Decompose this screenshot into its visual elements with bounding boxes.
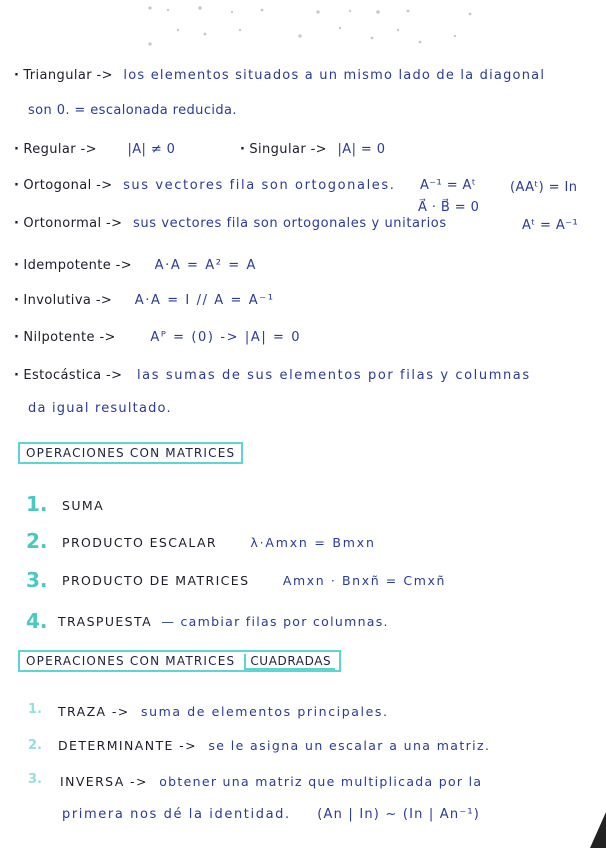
bullet-icon: · (14, 142, 20, 157)
bleed-through-marks (0, 0, 606, 60)
formula-ortogonal (420, 178, 476, 194)
def-text: Aᴾ = (0) -> |A| = 0 (150, 330, 302, 345)
def-text: sus vectores fila son ortogonales y unitarios (133, 216, 447, 231)
op-label: SUMA (62, 498, 105, 513)
formula: A⁻¹ = Aᵗ (420, 178, 477, 193)
formula: (AAᵗ) = In (510, 180, 578, 195)
item-number: 2. (28, 738, 42, 753)
def-text: |A| = 0 (337, 142, 386, 157)
op-detail: obtener una matriz que multiplicada por la (159, 774, 483, 789)
formula-vectors (418, 200, 479, 216)
def-triangular-cont (28, 103, 237, 119)
formula: A⃗ · B⃗ = 0 (418, 200, 480, 215)
op-detail: λ·Amxn = Bmxn (250, 535, 376, 550)
def-term: Involutiva -> (23, 293, 113, 308)
bullet-icon: · (14, 178, 20, 193)
op-label: TRASPUESTA (58, 614, 153, 629)
def-estocastica (14, 368, 531, 384)
op-detail: suma de elementos principales. (141, 704, 389, 719)
op-formula: (An | In) ~ (In | An⁻¹) (317, 807, 481, 822)
def-term: Idempotente -> (23, 258, 133, 273)
def-term: Regular -> (23, 142, 97, 157)
def-regular (14, 142, 175, 158)
section-title: OPERACIONES CON MATRICES (26, 654, 236, 668)
def-estocastica-cont (28, 401, 172, 417)
op-inversa-cont (62, 807, 480, 823)
formula: Aᵗ = A⁻¹ (522, 218, 579, 233)
def-text: los elementos situados a un mismo lado de la diagonal (123, 68, 546, 83)
bullet-icon: · (14, 216, 20, 231)
def-ortogonal (14, 178, 396, 194)
def-term: Ortonormal -> (23, 216, 123, 231)
item-number: 1. (28, 702, 42, 717)
section-title-suffix: CUADRADAS (244, 654, 335, 670)
item-number: 2. (26, 529, 48, 553)
def-ortonormal (14, 216, 447, 232)
bullet-icon: · (14, 68, 20, 83)
op-detail: — cambiar filas por columnas. (161, 614, 389, 629)
op-label: TRAZA -> (58, 704, 130, 719)
def-text: sus vectores fila son ortogonales. (123, 178, 396, 193)
item-number: 1. (26, 492, 48, 516)
def-term: Nilpotente -> (23, 330, 116, 345)
def-text: A·A = A² = A (154, 258, 258, 273)
op-label: PRODUCTO DE MATRICES (62, 573, 250, 588)
def-term: Triangular -> (23, 68, 113, 83)
def-text: da igual resultado. (28, 401, 172, 416)
op-label: DETERMINANTE -> (58, 738, 197, 753)
op-inversa (60, 774, 482, 790)
def-nilpotente (14, 330, 301, 346)
formula-ortogonal-2 (510, 180, 577, 196)
op-label: PRODUCTO ESCALAR (62, 535, 218, 550)
formula-ortonormal (522, 218, 578, 234)
bullet-icon: · (14, 293, 20, 308)
def-text: las sumas de sus elementos por filas y columnas (136, 368, 531, 383)
op-traspuesta (58, 614, 389, 630)
op-producto-matrices (62, 573, 446, 589)
op-detail: se le asigna un escalar a una matriz. (208, 738, 491, 753)
bullet-icon: · (14, 258, 20, 273)
def-singular (240, 142, 385, 158)
section-title-operaciones: OPERACIONES CON MATRICES (18, 442, 243, 464)
page-corner-shadow (586, 812, 606, 848)
op-producto-escalar (62, 535, 376, 551)
item-number: 3. (26, 568, 48, 592)
def-term: Singular -> (249, 142, 327, 157)
def-triangular (14, 68, 545, 84)
bullet-icon: · (14, 368, 20, 383)
item-number: 4. (26, 609, 48, 633)
def-text: |A| ≠ 0 (127, 142, 176, 157)
def-idempotente (14, 258, 257, 274)
bullet-icon: · (14, 330, 20, 345)
def-term: Ortogonal -> (23, 178, 113, 193)
op-traza (58, 704, 389, 720)
def-text: A·A = I // A = A⁻¹ (134, 293, 275, 308)
bullet-icon: · (240, 142, 246, 157)
op-suma (62, 498, 104, 514)
def-term: Estocástica -> (23, 368, 123, 383)
def-involutiva (14, 293, 275, 309)
def-text: son 0. = escalonada reducida. (28, 103, 237, 118)
section-title-cuadradas (18, 650, 341, 672)
op-detail: primera nos dé la identidad. (62, 807, 291, 822)
item-number: 3. (28, 772, 42, 787)
op-detail: Amxn · Bnxñ = Cmxñ (282, 573, 447, 588)
op-determinante (58, 738, 490, 754)
op-label: INVERSA -> (60, 774, 148, 789)
